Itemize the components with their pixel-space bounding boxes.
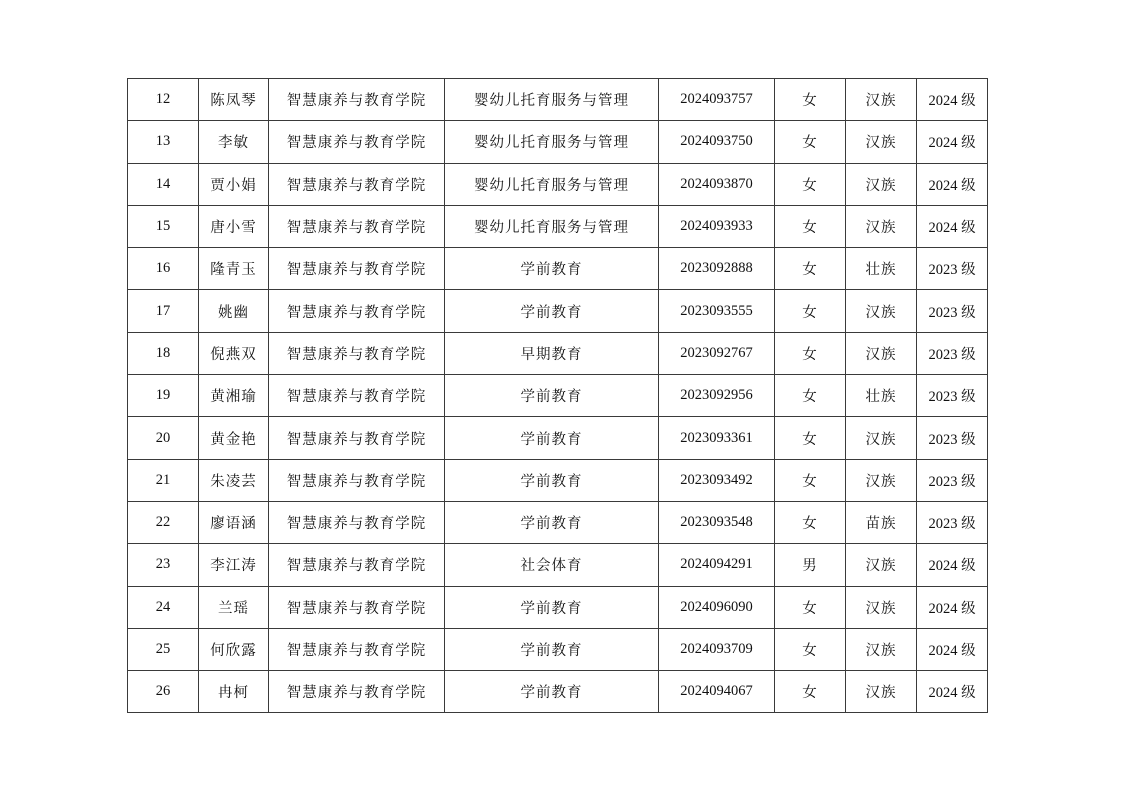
major: 学前教育 <box>445 586 659 628</box>
row-number: 25 <box>128 628 199 670</box>
gender: 女 <box>775 79 846 121</box>
row-number: 19 <box>128 375 199 417</box>
college: 智慧康养与教育学院 <box>269 544 445 586</box>
grade: 2024 级 <box>917 586 988 628</box>
student-id: 2023093555 <box>659 290 775 332</box>
major: 婴幼儿托育服务与管理 <box>445 163 659 205</box>
student-name: 李江涛 <box>199 544 269 586</box>
ethnicity: 汉族 <box>846 121 917 163</box>
gender: 女 <box>775 459 846 501</box>
gender: 女 <box>775 205 846 247</box>
college: 智慧康养与教育学院 <box>269 163 445 205</box>
row-number: 24 <box>128 586 199 628</box>
student-name: 冉柯 <box>199 671 269 713</box>
ethnicity: 壮族 <box>846 375 917 417</box>
student-id: 2024094291 <box>659 544 775 586</box>
gender: 女 <box>775 332 846 374</box>
major: 学前教育 <box>445 248 659 290</box>
college: 智慧康养与教育学院 <box>269 205 445 247</box>
student-name: 陈凤琴 <box>199 79 269 121</box>
row-number: 16 <box>128 248 199 290</box>
major: 婴幼儿托育服务与管理 <box>445 121 659 163</box>
row-number: 18 <box>128 332 199 374</box>
ethnicity: 汉族 <box>846 628 917 670</box>
student-id: 2024094067 <box>659 671 775 713</box>
college: 智慧康养与教育学院 <box>269 290 445 332</box>
table-row <box>128 459 988 501</box>
student-name: 姚幽 <box>199 290 269 332</box>
table-row <box>128 671 988 713</box>
table-row <box>128 586 988 628</box>
grade: 2024 级 <box>917 671 988 713</box>
ethnicity: 汉族 <box>846 79 917 121</box>
row-number: 26 <box>128 671 199 713</box>
grade: 2023 级 <box>917 332 988 374</box>
student-name: 兰瑶 <box>199 586 269 628</box>
student-name: 贾小娟 <box>199 163 269 205</box>
row-number: 22 <box>128 501 199 543</box>
gender: 女 <box>775 375 846 417</box>
major: 学前教育 <box>445 459 659 501</box>
row-number: 23 <box>128 544 199 586</box>
student-roster-table <box>127 78 988 713</box>
ethnicity: 汉族 <box>846 586 917 628</box>
college: 智慧康养与教育学院 <box>269 671 445 713</box>
grade: 2023 级 <box>917 375 988 417</box>
table-row <box>128 375 988 417</box>
grade: 2024 级 <box>917 205 988 247</box>
college: 智慧康养与教育学院 <box>269 375 445 417</box>
student-id: 2023092767 <box>659 332 775 374</box>
student-id: 2023092888 <box>659 248 775 290</box>
gender: 女 <box>775 501 846 543</box>
college: 智慧康养与教育学院 <box>269 501 445 543</box>
student-name: 廖语涵 <box>199 501 269 543</box>
gender: 男 <box>775 544 846 586</box>
grade: 2023 级 <box>917 501 988 543</box>
student-id: 2023093492 <box>659 459 775 501</box>
table-row <box>128 163 988 205</box>
grade: 2023 级 <box>917 417 988 459</box>
college: 智慧康养与教育学院 <box>269 79 445 121</box>
gender: 女 <box>775 671 846 713</box>
major: 学前教育 <box>445 671 659 713</box>
college: 智慧康养与教育学院 <box>269 332 445 374</box>
gender: 女 <box>775 290 846 332</box>
college: 智慧康养与教育学院 <box>269 417 445 459</box>
ethnicity: 苗族 <box>846 501 917 543</box>
student-name: 黄湘瑜 <box>199 375 269 417</box>
grade: 2023 级 <box>917 459 988 501</box>
table-row <box>128 205 988 247</box>
row-number: 12 <box>128 79 199 121</box>
ethnicity: 壮族 <box>846 248 917 290</box>
major: 学前教育 <box>445 290 659 332</box>
student-id: 2024093750 <box>659 121 775 163</box>
ethnicity: 汉族 <box>846 332 917 374</box>
major: 学前教育 <box>445 628 659 670</box>
major: 婴幼儿托育服务与管理 <box>445 205 659 247</box>
table-row <box>128 121 988 163</box>
grade: 2024 级 <box>917 121 988 163</box>
ethnicity: 汉族 <box>846 417 917 459</box>
student-id: 2023093361 <box>659 417 775 459</box>
table-row <box>128 628 988 670</box>
ethnicity: 汉族 <box>846 290 917 332</box>
table-body <box>128 79 988 713</box>
ethnicity: 汉族 <box>846 459 917 501</box>
student-id: 2024093870 <box>659 163 775 205</box>
gender: 女 <box>775 163 846 205</box>
table-row <box>128 248 988 290</box>
student-name: 唐小雪 <box>199 205 269 247</box>
student-id: 2024093709 <box>659 628 775 670</box>
major: 婴幼儿托育服务与管理 <box>445 79 659 121</box>
major: 学前教育 <box>445 417 659 459</box>
student-name: 倪燕双 <box>199 332 269 374</box>
student-id: 2024096090 <box>659 586 775 628</box>
student-name: 朱凌芸 <box>199 459 269 501</box>
gender: 女 <box>775 417 846 459</box>
row-number: 17 <box>128 290 199 332</box>
college: 智慧康养与教育学院 <box>269 248 445 290</box>
major: 社会体育 <box>445 544 659 586</box>
major: 学前教育 <box>445 501 659 543</box>
college: 智慧康养与教育学院 <box>269 586 445 628</box>
gender: 女 <box>775 628 846 670</box>
student-name: 李敏 <box>199 121 269 163</box>
table-row <box>128 544 988 586</box>
gender: 女 <box>775 248 846 290</box>
major: 学前教育 <box>445 375 659 417</box>
ethnicity: 汉族 <box>846 205 917 247</box>
row-number: 15 <box>128 205 199 247</box>
student-id: 2024093757 <box>659 79 775 121</box>
student-name: 隆青玉 <box>199 248 269 290</box>
row-number: 14 <box>128 163 199 205</box>
grade: 2024 级 <box>917 628 988 670</box>
grade: 2024 级 <box>917 544 988 586</box>
student-id: 2023093548 <box>659 501 775 543</box>
row-number: 13 <box>128 121 199 163</box>
college: 智慧康养与教育学院 <box>269 628 445 670</box>
table-row <box>128 417 988 459</box>
student-name: 黄金艳 <box>199 417 269 459</box>
student-id: 2023092956 <box>659 375 775 417</box>
grade: 2023 级 <box>917 290 988 332</box>
row-number: 20 <box>128 417 199 459</box>
table-row <box>128 332 988 374</box>
grade: 2023 级 <box>917 248 988 290</box>
gender: 女 <box>775 586 846 628</box>
gender: 女 <box>775 121 846 163</box>
college: 智慧康养与教育学院 <box>269 459 445 501</box>
student-id: 2024093933 <box>659 205 775 247</box>
row-number: 21 <box>128 459 199 501</box>
grade: 2024 级 <box>917 163 988 205</box>
table-row <box>128 79 988 121</box>
grade: 2024 级 <box>917 79 988 121</box>
ethnicity: 汉族 <box>846 544 917 586</box>
college: 智慧康养与教育学院 <box>269 121 445 163</box>
ethnicity: 汉族 <box>846 163 917 205</box>
table-row <box>128 290 988 332</box>
major: 早期教育 <box>445 332 659 374</box>
student-name: 何欣露 <box>199 628 269 670</box>
table-row <box>128 501 988 543</box>
ethnicity: 汉族 <box>846 671 917 713</box>
